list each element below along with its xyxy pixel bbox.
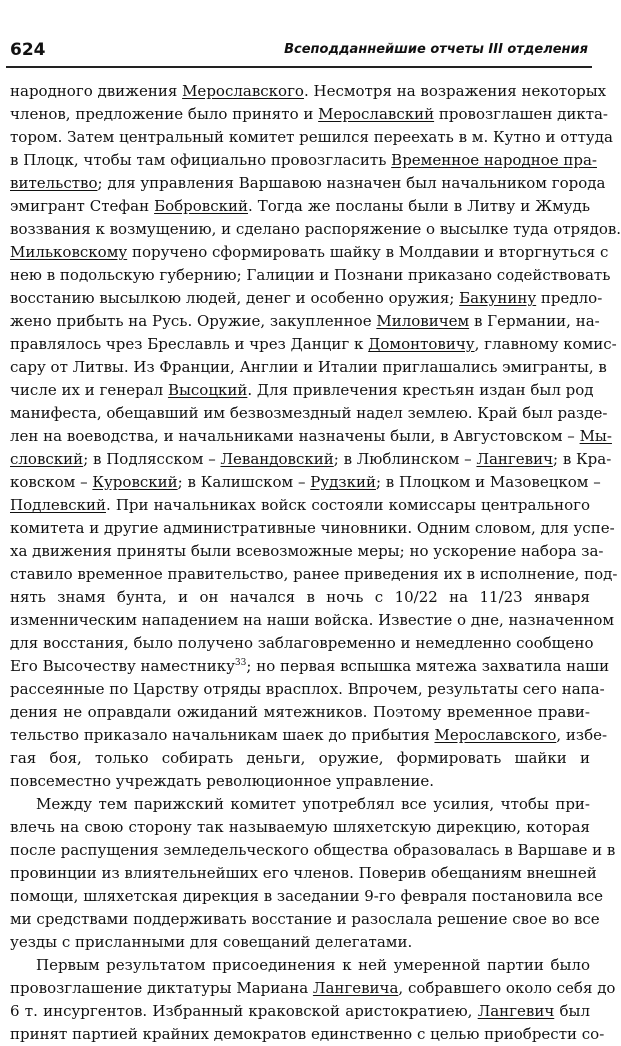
text-segment: числе их и генерал — [10, 381, 168, 399]
text-line — [10, 586, 590, 609]
text-line — [10, 563, 618, 586]
underlined-name: словский — [10, 450, 84, 468]
text-line — [10, 816, 590, 839]
text-segment: ха движения приняты были всевозможные меры; но ускорение набора за- — [10, 542, 604, 560]
text-segment: тельство приказало начальникам шаек до прибытия — [10, 726, 435, 744]
text-line — [10, 977, 616, 1000]
text-line — [10, 471, 601, 494]
text-line — [10, 701, 590, 724]
text-segment: народного движения — [10, 82, 183, 100]
text-segment: Его Высочеству наместнику — [10, 657, 235, 675]
text-segment: ; в Кра- — [553, 450, 612, 468]
underlined-name: Бобровский — [154, 197, 249, 215]
text-line — [10, 931, 590, 954]
text-segment: , главному комис- — [474, 335, 617, 353]
text-segment: ми средствами поддерживать восстание и разослала решение свое во все — [10, 910, 600, 928]
text-segment: восстанию высылкою людей, денег и особенно оружия; — [10, 289, 460, 307]
text-segment: , избе- — [556, 726, 608, 744]
text-line — [10, 310, 600, 333]
underlined-name: Миловичем — [376, 312, 470, 330]
text-segment: . Для привлечения крестьян издан был род — [247, 381, 594, 399]
text-line — [10, 494, 590, 517]
text-segment: ковском – — [10, 473, 93, 491]
text-segment: принят партией крайних демократов единственно с целью приобрести со- — [10, 1025, 605, 1043]
text-segment: ; в Люблинском – — [333, 450, 477, 468]
text-line — [10, 103, 609, 126]
text-line — [10, 632, 594, 655]
text-segment: предло- — [536, 289, 603, 307]
underlined-name: Мильковскому — [10, 243, 128, 261]
underlined-name: Мерославского — [182, 82, 304, 100]
text-segment: в Плоцк, чтобы там официально провозгласить — [10, 151, 392, 169]
text-segment: правлялось чрез Бреславль и чрез Данциг к — [10, 335, 369, 353]
underlined-name: Мы- — [579, 427, 612, 445]
text-line — [10, 609, 615, 632]
text-segment: провинции из влиятельнейших его членов. Поверив обещаниям внешней — [10, 864, 597, 882]
underlined-name: Куровский — [92, 473, 178, 491]
text-segment: провозглашение диктатуры Мариана — [10, 979, 313, 997]
text-line — [10, 839, 616, 862]
text-line — [10, 724, 608, 747]
text-line — [10, 149, 597, 172]
text-line — [10, 747, 590, 770]
underlined-name: Лангевич — [476, 450, 553, 468]
text-line — [10, 655, 610, 678]
text-segment: , собравшего около себя до — [398, 979, 616, 997]
text-line — [10, 908, 600, 931]
text-segment: . При начальниках войск состояли комиссары центрального — [105, 496, 590, 514]
text-segment: поручено сформировать шайку в Молдавии и вторгнуться с — [127, 243, 609, 261]
document-page — [6, 0, 621, 1043]
text-line — [10, 126, 613, 149]
footnote-ref: 33 — [234, 658, 247, 668]
text-line — [10, 172, 606, 195]
text-segment: гая боя, только собирать деньги, оружие, формировать шайки и — [10, 749, 590, 767]
text-segment: повсеместно учреждать революционное управление. — [10, 772, 434, 790]
underlined-name: Мерославского — [434, 726, 557, 744]
text-line — [10, 425, 612, 448]
text-line — [10, 379, 594, 402]
text-segment: воззвания к возмущению, и сделано распоряжение о высылке туда отрядов. — [10, 220, 621, 238]
text-line — [10, 1000, 590, 1023]
text-segment: Первым результатом присоединения к ней умеренной партии было — [36, 956, 590, 974]
text-line — [10, 333, 617, 356]
text-segment: лен на воеводства, и начальниками назначены были, в Августовском – — [10, 427, 580, 445]
text-line — [10, 770, 590, 793]
text-line — [10, 218, 621, 241]
text-line — [10, 862, 597, 885]
text-segment: нею в подольскую губернию; Галиции и Познани приказано содействовать — [10, 266, 611, 284]
text-segment: помощи, шляхетская дирекция в заседании 9-го февраля постановила все — [10, 887, 603, 905]
text-segment: изменническим нападением на наши войска. Известие о дне, назначенном — [10, 611, 615, 629]
underlined-name: Лангевич — [477, 1002, 555, 1020]
text-line — [10, 954, 590, 977]
underlined-name: Высоцкий — [167, 381, 248, 399]
text-segment: после распущения земледельческого общества образовалась в Варшаве и в — [10, 841, 616, 859]
text-line — [10, 885, 603, 908]
text-segment: уезды с присланными для совещаний делегатами. — [10, 933, 413, 951]
text-segment: комитета и другие административные чиновники. Одним словом, для успе- — [10, 519, 615, 537]
text-segment: . Тогда же посланы были в Литву и Жмудь — [248, 197, 590, 215]
underlined-name: Бакунину — [459, 289, 537, 307]
text-segment: в Германии, на- — [469, 312, 600, 330]
underlined-name: вительство — [10, 174, 98, 192]
text-segment: ; в Калишском – — [177, 473, 311, 491]
text-line — [10, 241, 609, 264]
body-text — [10, 80, 621, 1046]
text-segment: ; но первая вспышка мятежа захватила наши — [246, 657, 610, 675]
text-line — [10, 1023, 605, 1046]
text-segment: рассеянные по Царству отряды врасплох. Впрочем, результаты сего напа- — [10, 680, 605, 698]
text-line — [10, 264, 611, 287]
underlined-name: Лангевича — [312, 979, 399, 997]
page-number: 624 — [10, 40, 46, 60]
text-segment: для восстания, было получено заблаговременно и немедленно сообщено — [10, 634, 594, 652]
text-segment: провозглашен дикта- — [434, 105, 609, 123]
underlined-name: Рудзкий — [310, 473, 376, 491]
text-line — [10, 678, 605, 701]
underlined-name: Временное народное пра- — [391, 151, 597, 169]
text-segment: ставило временное правительство, ранее приведения их в исполнение, под- — [10, 565, 618, 583]
text-segment: членов, предложение было принято и — [10, 105, 319, 123]
underlined-name: Домонтовичу — [368, 335, 475, 353]
text-line — [10, 793, 590, 816]
text-line — [10, 448, 612, 471]
text-line — [10, 195, 590, 218]
text-segment: эмигрант Стефан — [10, 197, 155, 215]
text-segment: сару от Литвы. Из Франции, Англии и Италии приглашались эмигранты, в — [10, 358, 607, 376]
underlined-name: Мерославский — [318, 105, 435, 123]
underlined-name: Подлевский — [10, 496, 106, 514]
text-segment: был — [554, 1002, 590, 1020]
text-line — [10, 287, 603, 310]
text-segment: ; для управления Варшавою назначен был начальником города — [97, 174, 606, 192]
text-line — [10, 540, 604, 563]
text-segment: манифеста, обещавший им безвозмездный надел землею. Край был разде- — [10, 404, 608, 422]
text-segment: . Несмотря на возражения некоторых — [303, 82, 607, 100]
text-line — [10, 80, 607, 103]
text-segment: 6 т. инсургентов. Избранный краковской аристократиею, — [10, 1002, 478, 1020]
text-segment: влечь на свою сторону так называемую шляхетскую дирекцию, которая — [10, 818, 590, 836]
page-header — [6, 36, 592, 66]
running-title: Всеподданнейшие отчеты III отделения — [284, 42, 588, 57]
header-rule — [6, 66, 592, 68]
text-segment: Между тем парижский комитет употреблял все усилия, чтобы при- — [36, 795, 590, 813]
text-segment: дения не оправдали ожиданий мятежников. Поэтому временное прави- — [10, 703, 590, 721]
text-segment: ; в Плоцком и Мазовецком – — [375, 473, 601, 491]
text-segment: жено прибыть на Русь. Оружие, закупленное — [10, 312, 377, 330]
underlined-name: Левандовский — [220, 450, 334, 468]
text-segment: ; в Подлясском – — [83, 450, 221, 468]
text-line — [10, 356, 607, 379]
text-segment: нять знамя бунта, и он начался в ночь с 10/22 на 11/23 января — [10, 588, 590, 606]
text-line — [10, 517, 615, 540]
text-line — [10, 402, 608, 425]
text-segment: тором. Затем центральный комитет решился переехать в м. Кутно и оттуда — [10, 128, 613, 146]
